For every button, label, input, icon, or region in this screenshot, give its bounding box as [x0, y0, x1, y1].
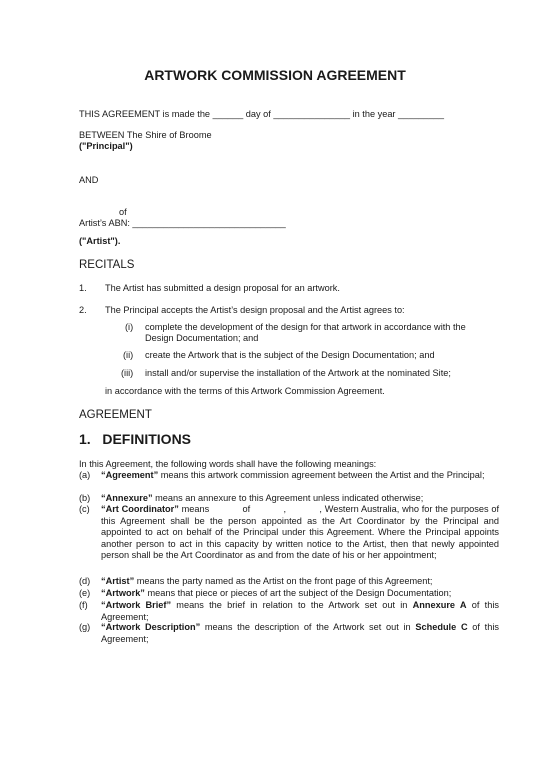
definition-body: means the brief in relation to the Artwork set out in	[171, 600, 413, 610]
definition-term: “Artwork Brief”	[101, 600, 172, 610]
artist-abn-line: Artist’s ABN: ______________________________	[79, 218, 286, 228]
recital-text: The Artist has submitted a design proposal for an artwork.	[105, 283, 340, 293]
definition-text	[101, 576, 499, 588]
annexure-reference: Annexure A	[412, 600, 467, 610]
definition-label: (f)	[79, 600, 88, 610]
definition-term: “Artwork Description”	[101, 622, 201, 632]
definition-term: “Artist”	[101, 576, 135, 586]
definition-term: “Agreement”	[101, 470, 159, 480]
definition-body: of this Agreement;	[101, 600, 499, 622]
recital-closing: in accordance with the terms of this Artwork Commission Agreement.	[105, 386, 385, 396]
artist-of-line: of	[119, 207, 127, 217]
schedule-reference: Schedule C	[415, 622, 468, 632]
definition-label: (c)	[79, 504, 90, 514]
between-line: BETWEEN The Shire of Broome	[79, 130, 212, 140]
recitals-heading: RECITALS	[79, 259, 135, 271]
definition-term: “Annexure”	[101, 493, 153, 503]
definition-text	[101, 493, 499, 505]
definition-text	[101, 470, 499, 482]
artist-label: ("Artist").	[79, 236, 121, 246]
recital-subitem-text: install and/or supervise the installation of the Artwork at the nominated Site;	[145, 368, 451, 378]
recital-subitem-number: (i)	[125, 322, 134, 332]
definition-body: means the description of the Artwork set out in	[200, 622, 416, 632]
definition-text	[101, 622, 499, 645]
definition-body: means an annexure to this Agreement unless indicated otherwise;	[152, 493, 424, 503]
definition-term: “Art Coordinator”	[101, 504, 179, 514]
definition-label: (e)	[79, 588, 91, 598]
recital-subitem-text: complete the development of the design for that artwork in accordance with the	[145, 322, 466, 332]
definitions-intro: In this Agreement, the following words shall have the following meanings:	[79, 459, 377, 469]
definition-text	[101, 504, 502, 562]
document-title: ARTWORK COMMISSION AGREEMENT	[144, 67, 406, 83]
definition-label: (b)	[79, 493, 91, 503]
definitions-heading: 1. DEFINITIONS	[79, 431, 192, 447]
recital-subitem-number: (ii)	[123, 350, 134, 360]
recital-text: The Principal accepts the Artist’s design proposal and the Artist agrees to:	[105, 305, 405, 315]
recital-number: 2.	[79, 305, 87, 315]
recital-subitem-text: create the Artwork that is the subject of the Design Documentation; and	[145, 350, 435, 360]
definition-body: means of , , Western Australia, who for the purposes of this Agreement shall be the person appointed as the Art Coordinator by the Principal and appointed to act on behalf of the Principal under this Agreement. Where the Principal appoints another person to act in this capacity by written notice to the Artist, then that newly appointed person shall be the Art Coordinator as and from the date of his or her appointment;	[101, 504, 502, 560]
definition-body: means this artwork commission agreement between the Artist and the Principal;	[158, 470, 485, 480]
definition-body: means that piece or pieces of art the subject of the Design Documentation;	[144, 588, 452, 598]
definition-term: “Artwork”	[101, 588, 145, 598]
principal-label: ("Principal")	[79, 141, 133, 151]
definition-text	[101, 588, 499, 600]
definition-label: (g)	[79, 622, 91, 632]
definition-text	[101, 600, 499, 623]
and-line: AND	[79, 175, 99, 185]
recital-subitem-number: (iii)	[121, 368, 134, 378]
agreement-date-line: THIS AGREEMENT is made the ______ day of _______________ in the year _________	[79, 109, 445, 119]
definition-label: (a)	[79, 470, 91, 480]
definition-label: (d)	[79, 576, 91, 586]
recital-number: 1.	[79, 283, 87, 293]
recital-subitem-text: Design Documentation; and	[145, 333, 259, 343]
definition-body: means the party named as the Artist on the front page of this Agreement;	[134, 576, 433, 586]
definition-body: of this Agreement;	[101, 622, 499, 644]
agreement-heading: AGREEMENT	[79, 409, 152, 421]
